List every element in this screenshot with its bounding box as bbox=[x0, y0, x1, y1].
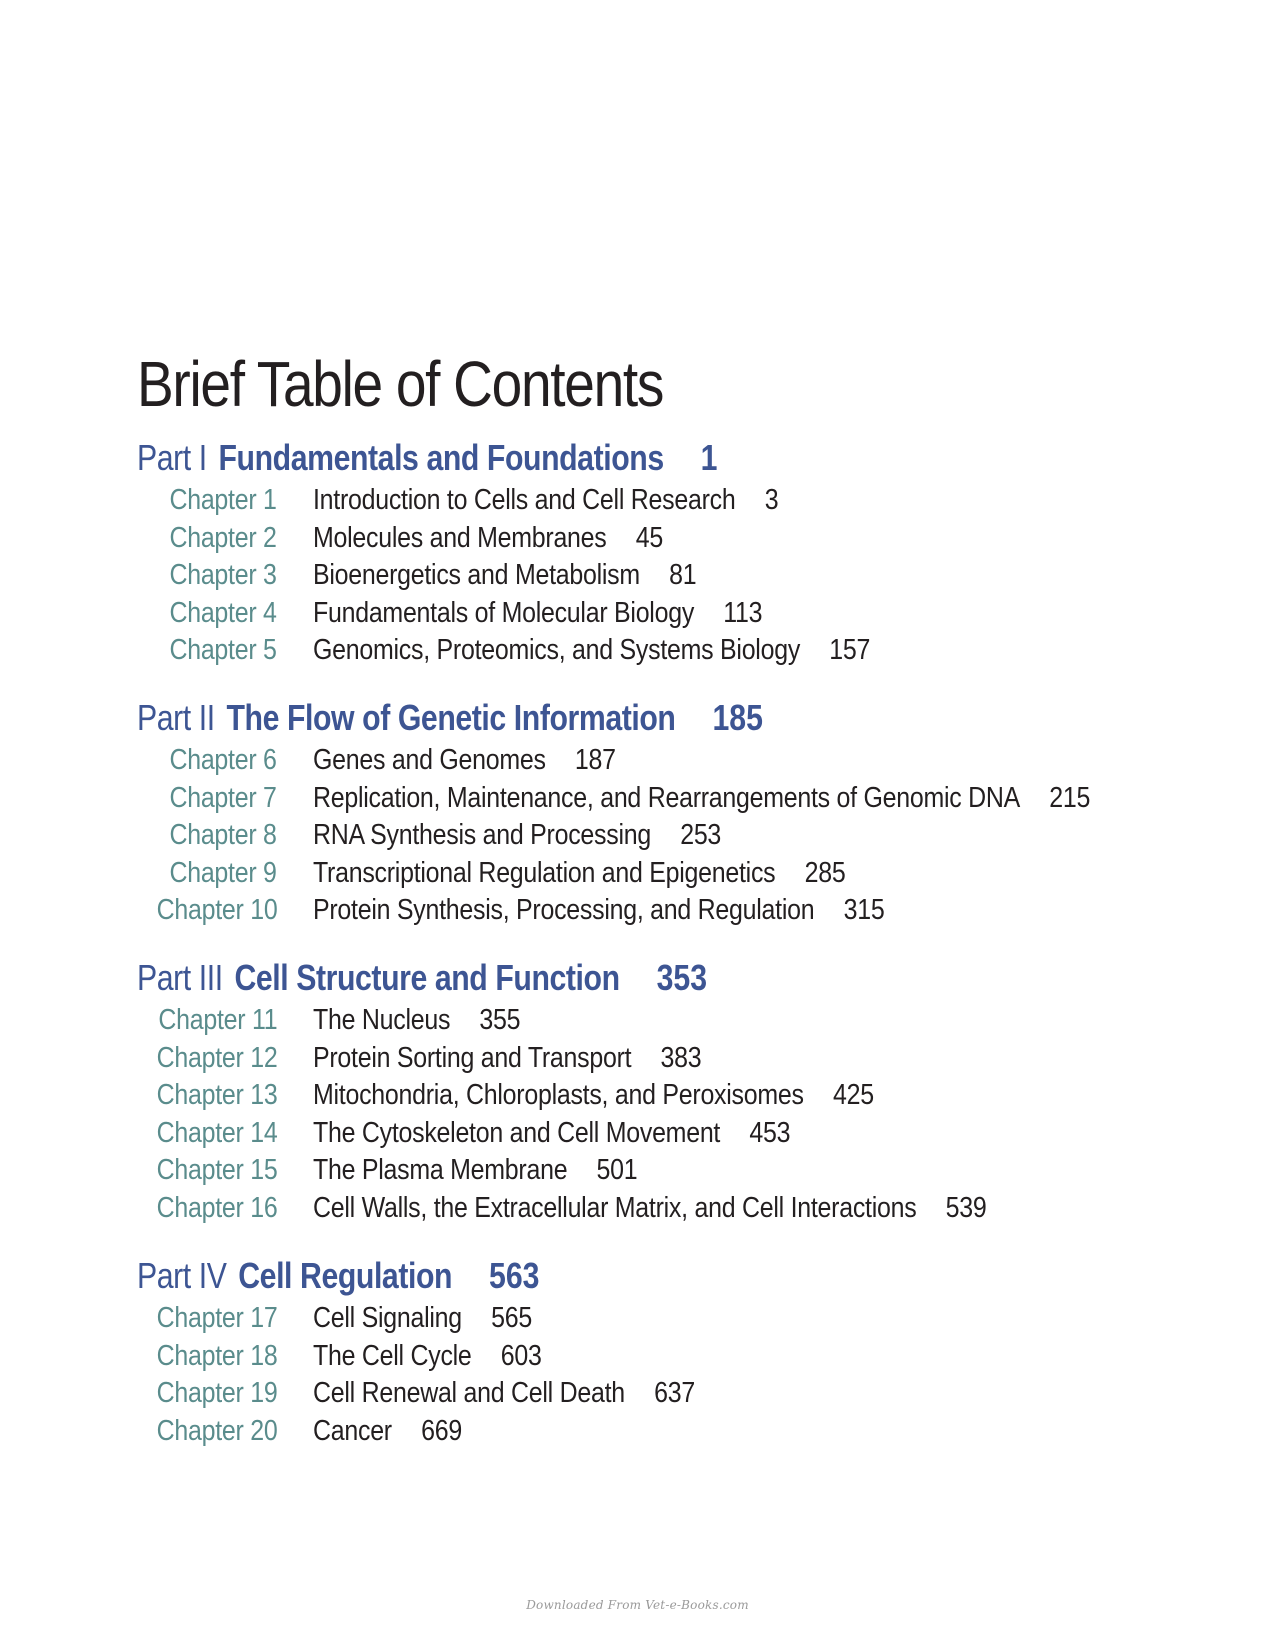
chapter-title: The Plasma Membrane bbox=[313, 1154, 568, 1187]
chapter-entry[interactable] bbox=[137, 482, 1237, 520]
part-page-number: 1 bbox=[700, 437, 718, 478]
download-watermark: Downloaded From Vet-e-Books.com bbox=[526, 1598, 749, 1612]
chapter-text bbox=[313, 482, 778, 519]
chapter-entry[interactable] bbox=[137, 780, 1237, 818]
chapter-text bbox=[313, 1413, 462, 1450]
chapter-label: Chapter 19 bbox=[156, 1377, 277, 1410]
chapter-list bbox=[137, 1300, 1237, 1450]
chapter-text bbox=[313, 1040, 701, 1077]
chapter-text bbox=[313, 1375, 695, 1412]
chapter-label: Chapter 16 bbox=[156, 1191, 277, 1224]
chapter-page-number: 315 bbox=[843, 894, 885, 927]
chapter-entry[interactable] bbox=[137, 1002, 1237, 1040]
chapter-page-number: 669 bbox=[421, 1414, 462, 1447]
part-title: Fundamentals and Foundations bbox=[218, 437, 664, 478]
chapter-label: Chapter 14 bbox=[156, 1116, 277, 1149]
chapter-label: Chapter 3 bbox=[169, 559, 277, 592]
chapter-text bbox=[313, 855, 845, 892]
chapter-list bbox=[137, 742, 1237, 930]
part-label: Part II bbox=[137, 697, 215, 738]
chapter-text bbox=[313, 1190, 987, 1227]
chapter-entry[interactable] bbox=[137, 817, 1237, 855]
chapter-title: Transcriptional Regulation and Epigenetics bbox=[313, 856, 776, 889]
chapter-entry[interactable] bbox=[137, 1375, 1237, 1413]
part-section bbox=[137, 1255, 1237, 1450]
chapter-label: Chapter 4 bbox=[169, 596, 277, 629]
chapter-page-number: 3 bbox=[764, 484, 779, 516]
chapter-entry[interactable] bbox=[137, 1040, 1237, 1078]
chapter-text bbox=[313, 780, 1090, 817]
chapter-text bbox=[313, 632, 870, 669]
chapter-label: Chapter 9 bbox=[169, 856, 277, 889]
chapter-text bbox=[313, 892, 884, 929]
chapter-title: Cell Walls, the Extracellular Matrix, and Cell Interactions bbox=[313, 1191, 917, 1224]
chapter-page-number: 81 bbox=[669, 559, 697, 592]
chapter-entry[interactable] bbox=[137, 1190, 1237, 1228]
chapter-label: Chapter 8 bbox=[169, 819, 277, 852]
chapter-title: Bioenergetics and Metabolism bbox=[313, 559, 640, 592]
chapter-entry[interactable] bbox=[137, 520, 1237, 558]
chapter-page-number: 285 bbox=[804, 856, 846, 889]
part-page-number: 563 bbox=[489, 1255, 540, 1296]
chapter-title: Protein Synthesis, Processing, and Regulation bbox=[313, 894, 815, 927]
chapter-text bbox=[313, 557, 696, 594]
chapter-title: The Cytoskeleton and Cell Movement bbox=[313, 1116, 721, 1149]
chapter-label: Chapter 20 bbox=[156, 1414, 277, 1447]
chapter-title: The Cell Cycle bbox=[313, 1339, 472, 1372]
part-title: Cell Regulation bbox=[238, 1255, 453, 1296]
chapter-entry[interactable] bbox=[137, 855, 1237, 893]
chapter-entry[interactable] bbox=[137, 557, 1237, 595]
chapter-label: Chapter 5 bbox=[169, 634, 277, 667]
chapter-label: Chapter 17 bbox=[156, 1302, 277, 1334]
chapter-page-number: 637 bbox=[654, 1377, 695, 1410]
chapter-text bbox=[313, 1300, 532, 1337]
chapter-label: Chapter 11 bbox=[158, 1004, 277, 1036]
part-heading[interactable] bbox=[137, 957, 1061, 999]
part-section bbox=[137, 437, 1237, 670]
chapter-label: Chapter 12 bbox=[156, 1041, 277, 1074]
part-page-number: 185 bbox=[712, 697, 763, 738]
chapter-text bbox=[313, 520, 663, 557]
part-title: The Flow of Genetic Information bbox=[226, 697, 676, 738]
chapter-page-number: 453 bbox=[749, 1116, 791, 1149]
chapter-page-number: 565 bbox=[491, 1302, 532, 1334]
chapter-entry[interactable] bbox=[137, 1077, 1237, 1115]
chapter-list bbox=[137, 1002, 1237, 1228]
part-heading[interactable] bbox=[137, 1255, 1061, 1297]
chapter-label: Chapter 15 bbox=[156, 1154, 277, 1187]
chapter-text bbox=[313, 742, 616, 779]
chapter-title: Cancer bbox=[313, 1414, 392, 1447]
chapter-entry[interactable] bbox=[137, 595, 1237, 633]
part-title: Cell Structure and Function bbox=[234, 957, 620, 998]
chapter-title: Fundamentals of Molecular Biology bbox=[313, 596, 695, 629]
chapter-entry[interactable] bbox=[137, 1413, 1237, 1451]
chapter-title: The Nucleus bbox=[313, 1004, 451, 1036]
part-section bbox=[137, 957, 1237, 1228]
chapter-page-number: 603 bbox=[500, 1339, 542, 1372]
chapter-title: Replication, Maintenance, and Rearrangements of Genomic DNA bbox=[313, 781, 1021, 814]
part-heading[interactable] bbox=[137, 697, 1061, 739]
chapter-text bbox=[313, 595, 762, 632]
chapter-entry[interactable] bbox=[137, 892, 1237, 930]
part-label: Part I bbox=[137, 437, 207, 478]
part-page-number: 353 bbox=[656, 957, 708, 998]
chapter-text bbox=[313, 1115, 790, 1152]
chapter-label: Chapter 1 bbox=[169, 484, 277, 516]
page-title: Brief Table of Contents bbox=[137, 348, 664, 420]
chapter-label: Chapter 13 bbox=[156, 1079, 277, 1112]
chapter-title: Cell Renewal and Cell Death bbox=[313, 1377, 625, 1410]
chapter-title: RNA Synthesis and Processing bbox=[313, 819, 651, 852]
chapter-title: Cell Signaling bbox=[313, 1302, 462, 1334]
chapter-page-number: 215 bbox=[1049, 781, 1091, 814]
chapter-label: Chapter 6 bbox=[169, 744, 277, 776]
chapter-entry[interactable] bbox=[137, 1338, 1237, 1376]
part-label: Part IV bbox=[137, 1255, 227, 1296]
chapter-entry[interactable] bbox=[137, 1152, 1237, 1190]
chapter-page-number: 157 bbox=[829, 634, 871, 667]
chapter-title: Mitochondria, Chloroplasts, and Peroxisomes bbox=[313, 1079, 804, 1112]
chapter-text bbox=[313, 1077, 874, 1114]
chapter-text bbox=[313, 1338, 542, 1375]
chapter-title: Genes and Genomes bbox=[313, 744, 546, 776]
chapter-page-number: 187 bbox=[574, 744, 616, 776]
chapter-page-number: 425 bbox=[832, 1079, 874, 1112]
chapter-page-number: 355 bbox=[479, 1004, 521, 1036]
chapter-page-number: 113 bbox=[723, 596, 763, 629]
chapter-title: Molecules and Membranes bbox=[313, 521, 607, 554]
chapter-page-number: 501 bbox=[596, 1154, 638, 1187]
chapter-text bbox=[313, 1002, 520, 1039]
chapter-label: Chapter 7 bbox=[169, 781, 277, 814]
chapter-entry[interactable] bbox=[137, 632, 1237, 670]
chapter-entry[interactable] bbox=[137, 1115, 1237, 1153]
part-heading[interactable] bbox=[137, 437, 1061, 479]
chapter-page-number: 383 bbox=[660, 1041, 702, 1074]
chapter-title: Protein Sorting and Transport bbox=[313, 1041, 632, 1074]
chapter-label: Chapter 2 bbox=[169, 521, 277, 554]
chapter-label: Chapter 18 bbox=[156, 1339, 277, 1372]
part-section bbox=[137, 697, 1237, 930]
part-label: Part III bbox=[137, 957, 223, 998]
chapter-label: Chapter 10 bbox=[156, 894, 277, 927]
chapter-text bbox=[313, 1152, 637, 1189]
chapter-title: Genomics, Proteomics, and Systems Biology bbox=[313, 634, 801, 667]
chapter-entry[interactable] bbox=[137, 1300, 1237, 1338]
chapter-page-number: 253 bbox=[680, 819, 722, 852]
chapter-page-number: 539 bbox=[945, 1191, 987, 1224]
chapter-entry[interactable] bbox=[137, 742, 1237, 780]
chapter-text bbox=[313, 817, 721, 854]
chapter-list bbox=[137, 482, 1237, 670]
chapter-page-number: 45 bbox=[635, 521, 663, 554]
chapter-title: Introduction to Cells and Cell Research bbox=[313, 484, 736, 516]
